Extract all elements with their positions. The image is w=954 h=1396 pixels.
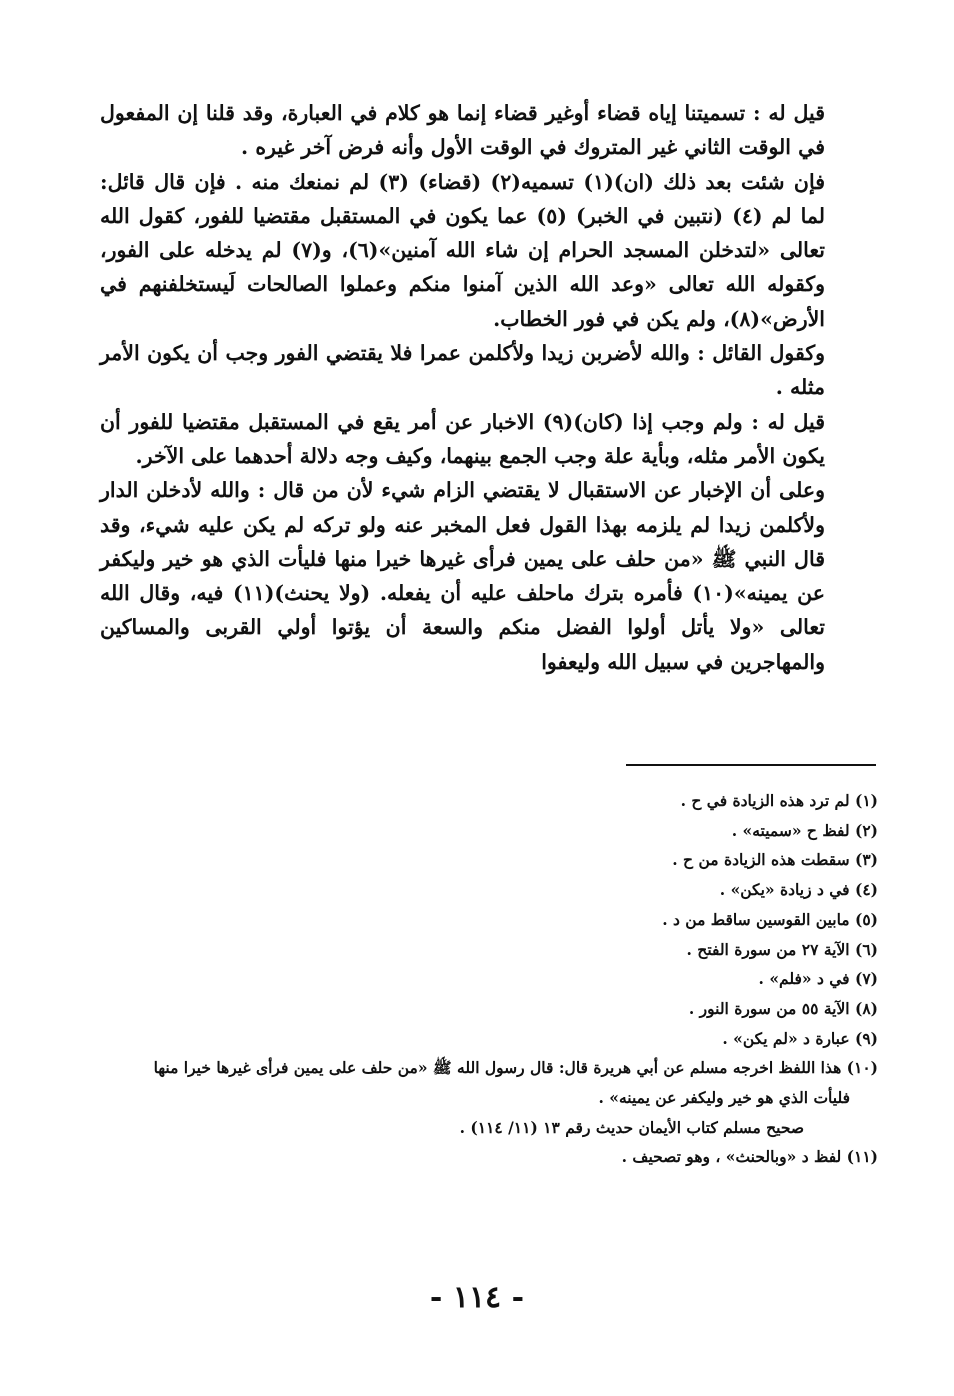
paragraph-1: قيل له : تسميتنا إياه قضاء أوغير قضاء إنما هو كلام في العبارة، وقد قلنا إن المفعول في الوقت الثاني غير المتروك في الوقت الأول وأنه فرض آخر غيره . — [100, 101, 825, 160]
footnote-4: (٤) في د زيادة «يكن» . — [719, 880, 878, 900]
footnote-10: (١٠) هذا اللفظ اخرجه مسلم عن أبي هريرة قال: قال رسول الله ﷺ «من حلف على يمين فرأى غيرها خيرا منها — [153, 1058, 878, 1078]
footnote-9: (٩) عبارة د «لم يكن» . — [722, 1028, 878, 1048]
paragraph-2: فإن شئت بعد ذلك (ان)(١) تسميه(٢) (قضاء) (٣) لم نمنعك منه . فإن قال قائل: لما لم (٤) (نتبين في الخبر) (٥) عما يكون في المستقبل مقتضيا للفور، كقول الله تعالى «لتدخلن المسجد الحرام إن شاء الله آمنين»(٦)، و(٧) لم يدخله على الفور، وكقوله الله تعالى «وعد الله الذين آمنوا منكم وعملوا الصالحات لَيستخلفنهم في الأرض»(٨)، ولم يكن في فور الخطاب. — [100, 169, 826, 331]
footnote-5: (٥) مابين القوسين ساقط من د . — [662, 909, 878, 929]
footnote-separator — [626, 764, 876, 766]
footnote-3: (٣) سقطت هذه الزيادة من ح . — [672, 850, 878, 870]
page-number: - ١١٤ - — [429, 1280, 525, 1315]
footnote-2: (٢) لفظ ح «سميته» . — [731, 820, 878, 840]
footnote-7: (٧) في د «فلم» . — [758, 969, 878, 989]
footnote-6: (٦) الآية ٢٧ من سورة الفتح . — [686, 939, 878, 959]
paragraph-5: وعلى أن الإخبار عن الاستقبال لا يقتضي الزام شيء لأن من قال : والله لأدخلن الدار ولأكلمن زيدا لم يلزمه بهذا القول فعل المخبر عنه ولو تركه لم يكن عليه شيء، وقد قال النبي ﷺ «من حلف على يمين فرأى غيرها خيرا منها فليأت الذي هو خير وليكفر عن يمينه»(١٠) فأمره بترك ماحلف عليه أن يفعله. (ولا يحنث)(١١) فيه، وقال الله تعالى «ولا يأتل أولوا الفضل منكم والسعة أن يؤتوا أولي القربى والمساكين والمهاجرين في سبيل الله وليعفوا — [100, 478, 825, 674]
main-text — [100, 96, 825, 679]
paragraph-3: وكقول القائل : والله لأضربن زيدا ولأكلمن عمرا فلا يقتضي الفور وجب أن يكون الأمر مثله . — [100, 341, 825, 400]
footnote-1: (١) لم ترد هذه الزيادة في ح . — [680, 791, 878, 810]
footnote-10-continuation: فليأت الذي هو خير وليكفر عن يمينه» . — [598, 1088, 850, 1108]
footnote-11: (١١) لفظ د «وبالحنث» ، وهو تصحيف . — [621, 1147, 878, 1167]
paragraph-4: قيل له : ولم وجب إذا (كان)(٩) الاخبار عن أمر يقع في المستقبل مقتضيا للفور أن يكون الأمر مثله، وبأية علة وجب الجمع بينهما، وكيف وجه دلالة أحدهما على الآخر. — [100, 409, 825, 468]
footnotes — [100, 786, 878, 1172]
footnote-10-source: صحيح مسلم كتاب الأيمان حديث رقم ١٣ (١١/ ١١٤) . — [459, 1117, 804, 1137]
footnote-8: (٨) الآية ٥٥ من سورة النور . — [688, 998, 878, 1018]
